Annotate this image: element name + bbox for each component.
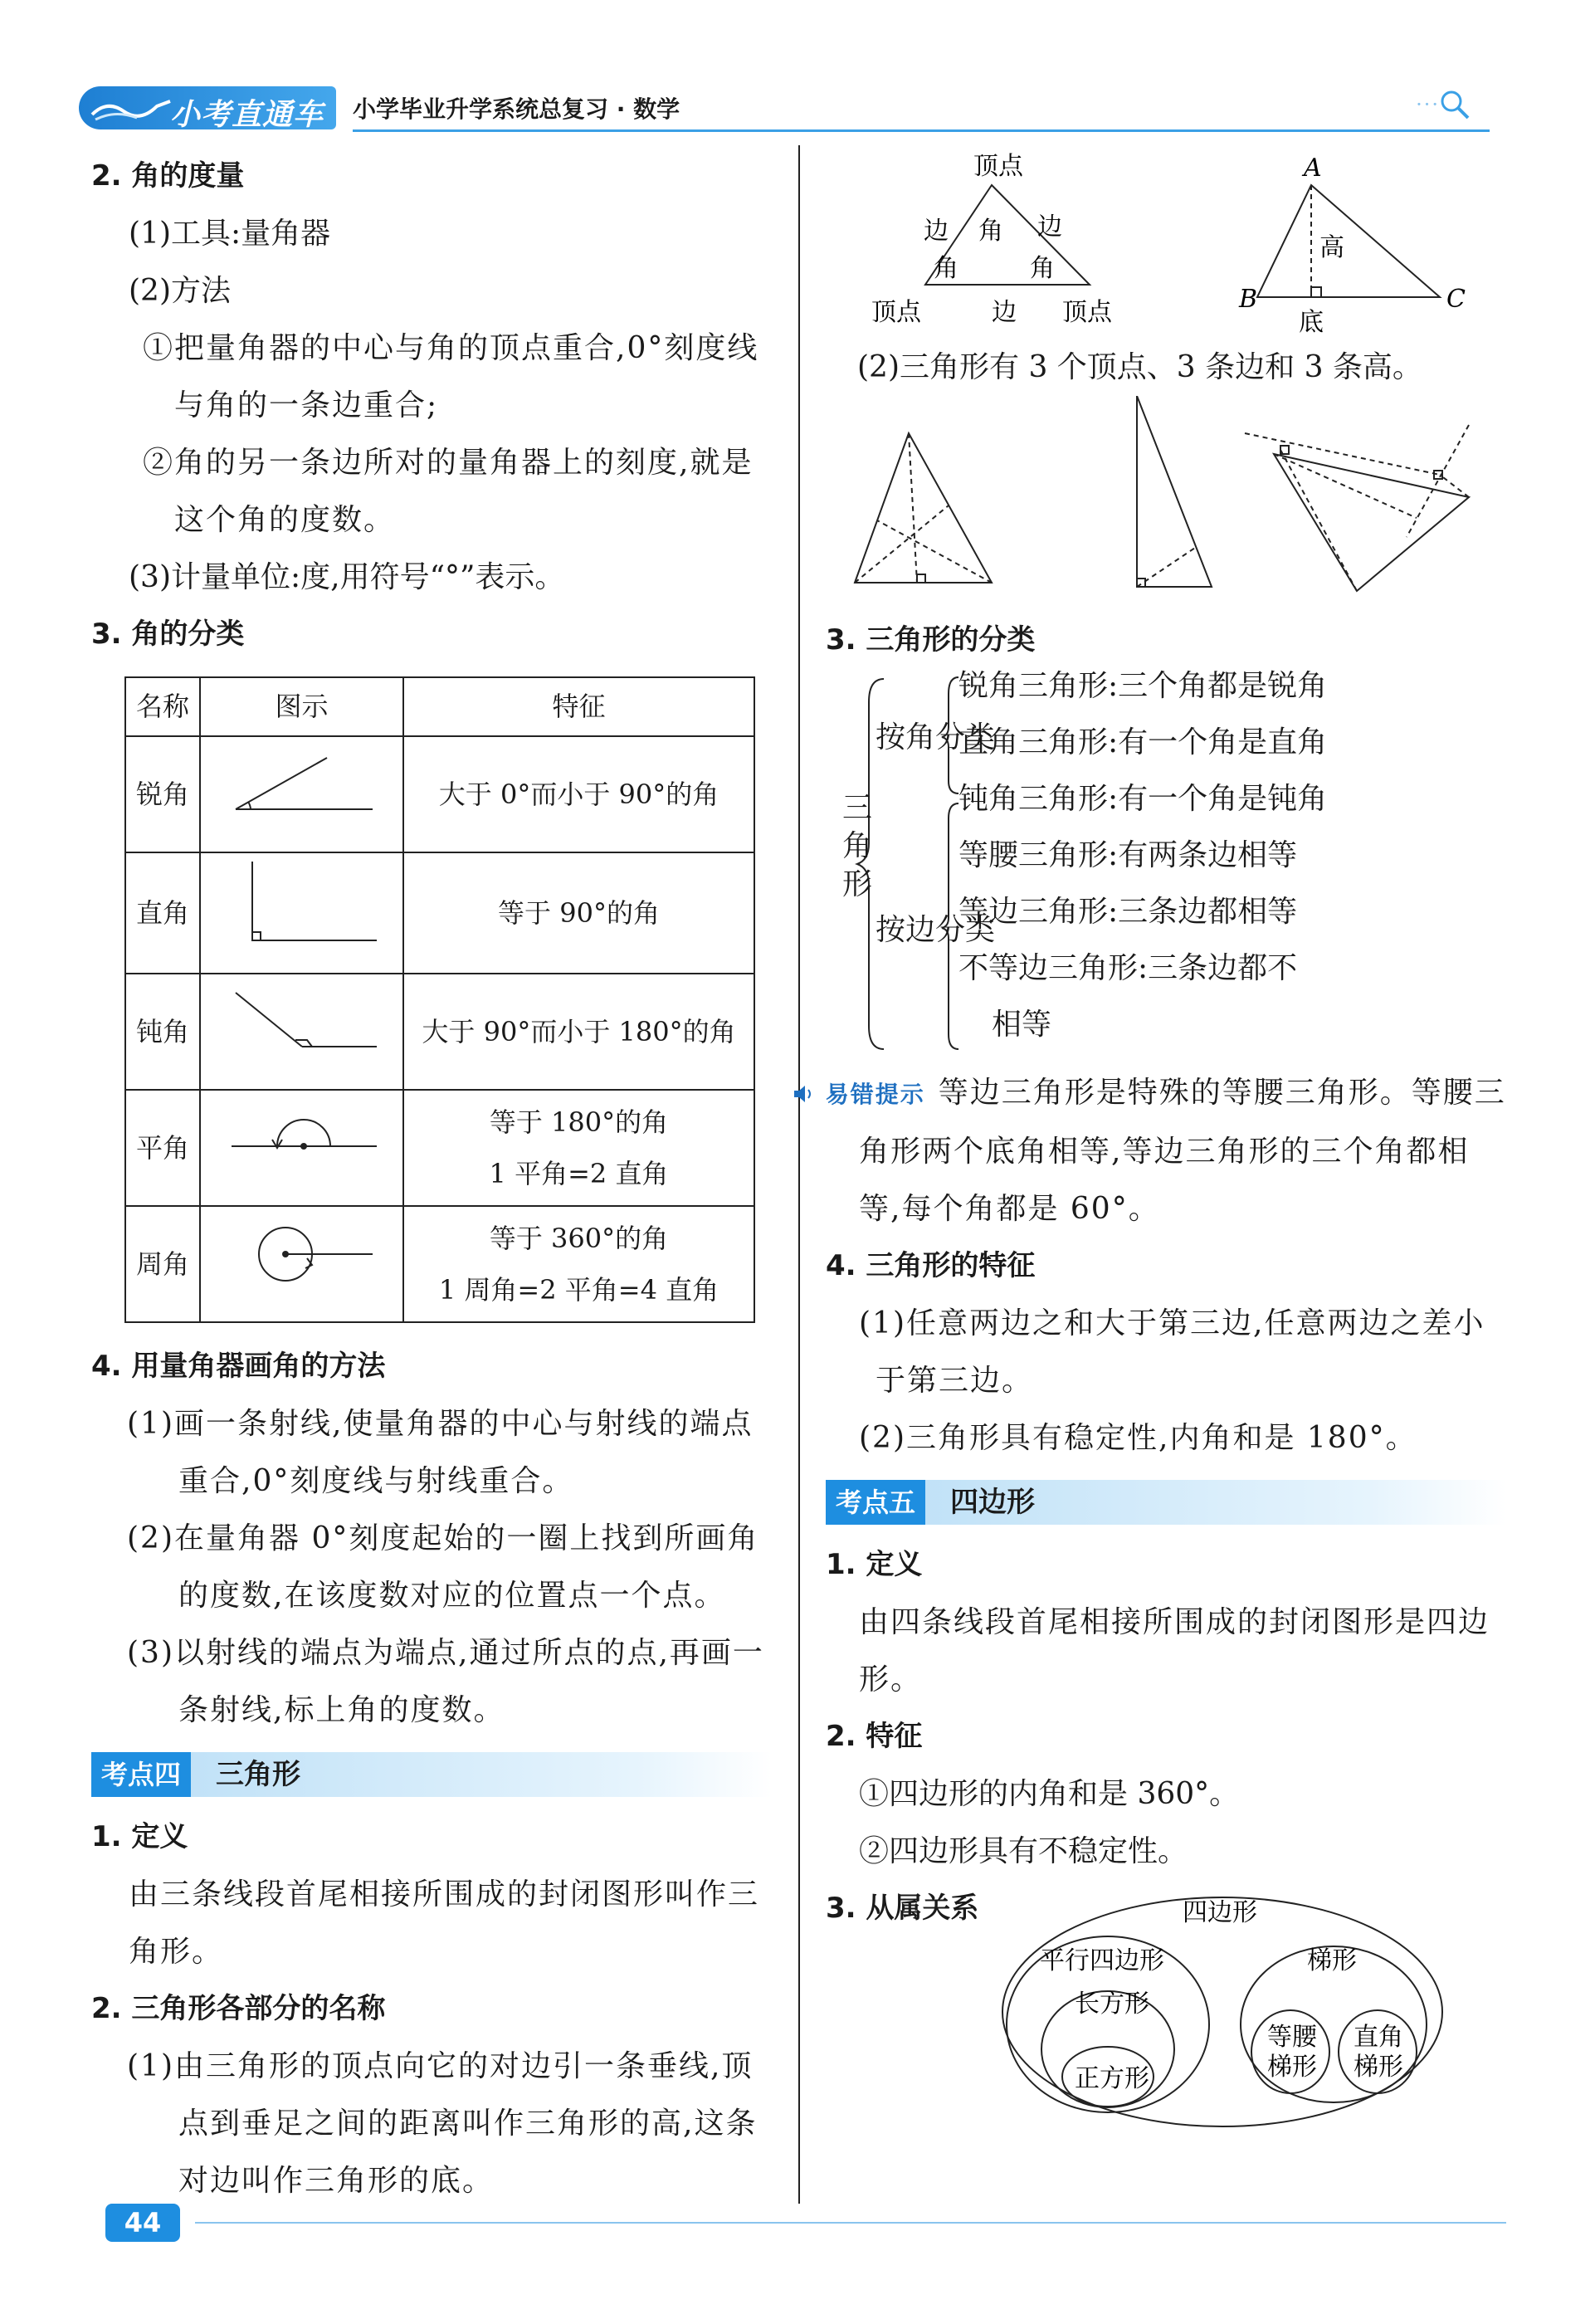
tree-by-side: 按边分类 [876,913,996,947]
tree-obtuse: 钝角三角形:有一个角是钝角 [958,782,1328,816]
header-rule [353,129,1490,132]
venn-right-trap: 梯形 [1354,2053,1403,2082]
venn-square: 正方形 [1075,2064,1149,2093]
search-icon [1438,88,1471,121]
tree-isosceles: 等腰三角形:有两条边相等 [958,838,1298,872]
triangle-def-text: 由三条线段首尾相接所围成的封闭图形叫作三角形。 [129,1877,760,1969]
table-header: 名称 [125,677,200,736]
quad-feature-1: ①四边形的内角和是 360°。 [859,1777,1240,1811]
table-row [125,852,754,974]
fig-base-label: 底 [1299,308,1324,337]
fig-vertex-label: 顶点 [871,298,921,327]
column-divider [798,145,800,2204]
angle-name: 平角 [125,1090,200,1206]
triangle-feature-title: 4. 三角形的特征 [826,1249,1036,1282]
section-angle-class-title: 3. 角的分类 [91,618,245,651]
fig-point-b: B [1239,285,1258,314]
fig-angle-label: 角 [934,254,958,283]
triangle-class-title: 3. 三角形的分类 [826,623,1036,657]
fig-vertex-label: 顶点 [1062,298,1112,327]
angle-name: 直角 [125,852,200,974]
tree-scalene-cont: 相等 [992,1008,1052,1042]
method-step-1: ①把量角器的中心与角的顶点重合,0°刻度线与角的一条边重合; [143,331,759,422]
right-column [825,148,1506,2093]
method-step-2: ②角的另一条边所对的量角器上的刻度,就是这个角的度数。 [143,446,754,537]
page-footer [95,2204,1506,2245]
kp4-section-bar [91,1752,772,1797]
angle-name: 周角 [125,1206,200,1322]
triangle-parts-2: (2)三角形有 3 个顶点、3 条边和 3 条高。 [857,350,1422,384]
tree-by-angle: 按角分类 [876,720,996,754]
quadrilateral-venn [826,1887,1506,2093]
tree-scalene: 不等边三角形:三条边都不 [958,951,1298,985]
draw-step-3: (3)以射线的端点为端点,通过所点的点,再画一条射线,标上角的度数。 [127,1636,764,1727]
fig-point-c: C [1446,285,1466,314]
quad-feature-title: 2. 特征 [826,1720,923,1753]
angle-name: 锐角 [125,736,200,852]
unit-line: (3)计量单位:度,用符号“°”表示。 [129,560,565,594]
brand-logo [79,86,336,132]
venn-right-trap: 直角 [1354,2023,1403,2052]
venn-quad: 四边形 [1183,1898,1257,1927]
fig-angle-label: 角 [1030,254,1055,283]
table-row [125,974,754,1090]
tip-box [826,1059,1506,1238]
angle-feature: 等于 360°的角 [489,1223,669,1254]
venn-rectangle: 长方形 [1075,1990,1149,2019]
fig-side-label: 边 [924,217,949,246]
logo-text: 小考直通车 [170,98,324,132]
quad-relation-title: 3. 从属关系 [826,1892,979,1925]
dots-decoration: ··· [1416,93,1440,116]
angle-relation: 1 周角=2 平角=4 直角 [438,1274,719,1306]
tip-badge [826,1066,925,1123]
fig-angle-label: 角 [978,217,1003,246]
angle-feature-cell [403,1090,754,1206]
draw-step-2: (2)在量角器 0°刻度起始的一圈上找到所画角的度数,在该度数对应的位置点一个点。 [127,1521,759,1613]
tip-text: 等边三角形是特殊的等腰三角形。等腰三角形两个底角相等,等边三角形的三个角都相等,每个角都是 60°。 [859,1076,1506,1226]
table-header-row [125,677,754,736]
angle-feature: 大于 0°而小于 90°的角 [403,736,754,852]
table-row [125,1206,754,1322]
tree-root: 三角形 [842,791,873,901]
venn-parallelogram: 平行四边形 [1040,1946,1164,1975]
obtuse-angle-figure [200,974,403,1090]
kp4-name: 三角形 [216,1758,300,1791]
kp5-section-bar [826,1480,1506,1525]
tree-right: 直角三角形:有一个角是直角 [958,725,1328,759]
table-row [125,1090,754,1206]
table-header: 特征 [403,677,754,736]
fig-vertex-label: 顶点 [973,152,1023,181]
fig-height-label: 高 [1319,233,1344,262]
angle-feature: 等于 90°的角 [403,852,754,974]
triangle-feature-2: (2)三角形具有稳定性,内角和是 180°。 [859,1421,1417,1455]
fig-point-a: A [1304,154,1322,183]
section-angle-measure-title: 2. 角的度量 [91,159,245,193]
kp5-name: 四边形 [950,1486,1035,1519]
kp5-tag: 考点五 [826,1480,925,1525]
triangle-heights-figure [826,396,1506,612]
wave-icon [90,95,173,123]
tip-label: 易错提示 [825,1081,925,1108]
method-line: (2)方法 [129,274,231,308]
triangle-parts-1: (1)由三角形的顶点向它的对边引一条垂线,顶点到垂足之间的距离叫作三角形的高,这条对边叫作三角形的底。 [127,2049,758,2198]
speaker-icon [793,1083,816,1105]
triangle-parts-title: 2. 三角形各部分的名称 [91,1992,386,2025]
table-header: 图示 [200,677,403,736]
page-header [79,83,1490,134]
right-angle-figure [200,852,403,974]
page-number: 44 [105,2204,180,2242]
acute-angle-figure [200,736,403,852]
book-title: 小学毕业升学系统总复习 · 数学 [353,95,680,123]
draw-step-1: (1)画一条射线,使量角器的中心与射线的端点重合,0°刻度线与射线重合。 [127,1407,754,1498]
angle-feature: 等于 180°的角 [489,1106,669,1138]
fig-side-label: 边 [992,298,1017,327]
footer-rule [195,2222,1506,2224]
fig-side-label: 边 [1037,212,1062,242]
angle-name: 钝角 [125,974,200,1090]
straight-angle-figure [200,1090,403,1206]
venn-iso-trap: 等腰 [1267,2023,1317,2052]
angle-feature: 大于 90°而小于 180°的角 [403,974,754,1090]
quad-feature-2: ②四边形具有不稳定性。 [859,1834,1188,1868]
left-column [91,148,772,2209]
venn-iso-trap: 梯形 [1267,2053,1317,2082]
kp4-tag: 考点四 [91,1752,191,1797]
angle-table [124,676,755,1323]
venn-trapezoid: 梯形 [1307,1946,1357,1975]
angle-feature-cell [403,1206,754,1322]
tree-acute: 锐角三角形:三个角都是锐角 [958,669,1328,703]
quad-def-title: 1. 定义 [826,1548,923,1581]
triangle-def-title: 1. 定义 [91,1820,188,1853]
tool-line: (1)工具:量角器 [129,217,331,251]
angle-relation: 1 平角=2 直角 [489,1158,669,1189]
tree-equilateral: 等边三角形:三条边都相等 [958,895,1298,929]
triangle-feature-1: (1)任意两边之和大于第三边,任意两边之差小于第三边。 [859,1306,1485,1398]
quad-def-text: 由四条线段首尾相接所围成的封闭图形是四边形。 [859,1605,1490,1697]
triangle-classification-tree [826,669,1506,1059]
table-row [125,736,754,852]
round-angle-figure [200,1206,403,1322]
section-draw-angle-title: 4. 用量角器画角的方法 [91,1350,386,1383]
triangle-parts-figure [826,148,1506,339]
